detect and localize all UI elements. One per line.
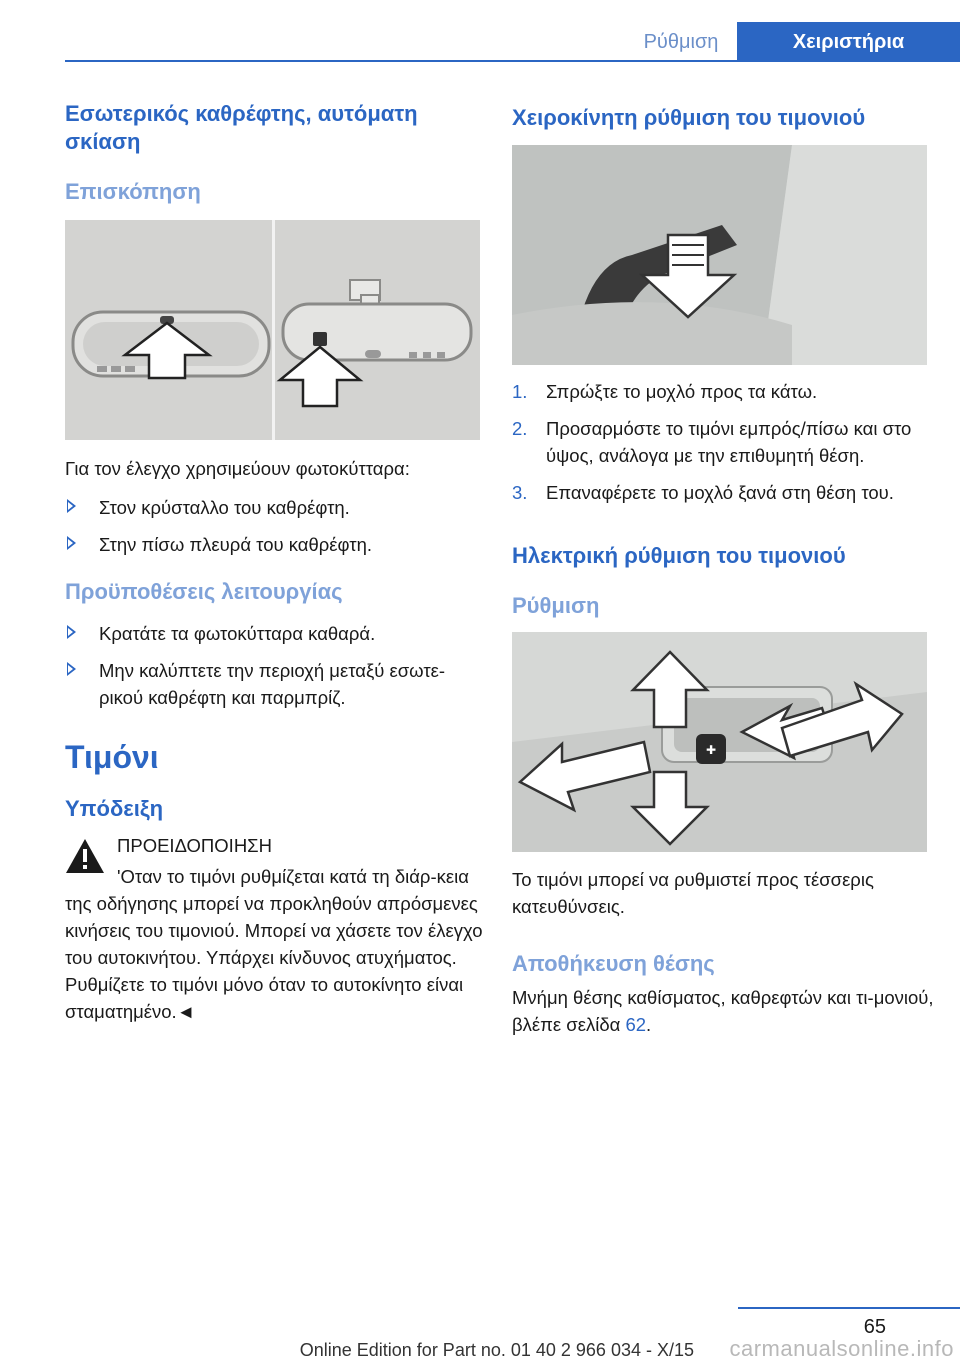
list-item: Στον κρύσταλλο του καθρέφτη. bbox=[65, 494, 485, 521]
warning-block bbox=[65, 832, 485, 1025]
list-item: Μην καλύπτετε την περιοχή μεταξύ εσωτε-ρικού καθρέφτη και παρμπρίζ. bbox=[65, 657, 485, 711]
overview-heading-wrap bbox=[65, 178, 201, 206]
list-item: 2. Προσαρμόστε το τιμόνι εμπρός/πίσω και στο ύψος, ανάλογα με την επιθυμητή θέση. bbox=[512, 418, 912, 466]
memory-text: Μνήμη θέσης καθίσματος, καθρεφτών και τι-μονιού, βλέπε σελίδα 62. bbox=[512, 987, 934, 1035]
sensors-intro: Για τον έλεγχο χρησιμεύουν φωτοκύτταρα: bbox=[65, 458, 410, 479]
mirror-section-title: Εσωτερικός καθρέφτης, αυτόματη σκίαση bbox=[65, 101, 418, 154]
bullet-triangle-icon bbox=[67, 625, 76, 639]
manual-heading: Χειροκίνητη ρύθμιση του τιμονιού bbox=[512, 105, 866, 130]
page-link-62[interactable]: 62 bbox=[625, 1014, 647, 1035]
condition-list bbox=[65, 620, 485, 711]
note-heading: Υπόδειξη bbox=[65, 796, 164, 821]
bullet-triangle-icon bbox=[67, 536, 76, 550]
manual-heading-wrap bbox=[512, 104, 942, 132]
list-item: Στην πίσω πλευρά του καθρέφτη. bbox=[65, 531, 485, 558]
memory-block bbox=[512, 950, 942, 1038]
mirror-illustration bbox=[65, 220, 480, 440]
conditions-heading: Προϋποθέσεις λειτουργίας bbox=[65, 579, 343, 604]
conditions-block bbox=[65, 578, 485, 721]
bullet-triangle-icon bbox=[67, 499, 76, 513]
manual-steps-block bbox=[512, 378, 942, 516]
memory-heading: Αποθήκευση θέσης bbox=[512, 951, 715, 976]
lever-illustration bbox=[512, 145, 927, 365]
sensors-block bbox=[65, 455, 485, 568]
list-item: 1. Σπρώξτε το μοχλό προς τα κάτω. bbox=[512, 381, 818, 402]
electric-switch-illustration bbox=[512, 632, 927, 852]
adjust-heading: Ρύθμιση bbox=[512, 593, 600, 618]
overview-heading: Επισκόπηση bbox=[65, 179, 201, 204]
manual-steps bbox=[512, 378, 942, 506]
note-heading-wrap bbox=[65, 795, 163, 823]
electric-figure bbox=[512, 632, 927, 852]
header-tab-controls[interactable]: Χειριστήρια bbox=[737, 22, 960, 62]
warning-text: 'Οταν το τιμόνι ρυθμίζεται κατά τη διάρ-κεια της οδήγησης μπορεί να προκληθούν απρόσμενες κινήσεις του τιμονιού. Μπορεί να χάσετε τον έλεγχο του αυτοκινήτου. Υπάρχει κίνδυνος ατυχήματος. Ρυθμίζετε το τιμόνι μόνο όταν το αυτοκίνητο είναι σταματημένο.◄ bbox=[65, 866, 483, 1022]
watermark: carmanualsonline.info bbox=[729, 1336, 954, 1361]
adjust-heading-wrap bbox=[512, 592, 599, 620]
sensor-list bbox=[65, 494, 485, 558]
lever-figure bbox=[512, 145, 927, 365]
header-tab-settings[interactable]: Ρύθμιση bbox=[643, 31, 719, 53]
footer-rule bbox=[738, 1307, 960, 1309]
bullet-triangle-icon bbox=[67, 662, 76, 676]
steering-heading: Τιμόνι bbox=[65, 739, 159, 775]
electric-heading-wrap bbox=[512, 542, 942, 570]
warning-icon bbox=[65, 838, 105, 874]
warning-label: ΠΡΟΕΙΔΟΠΟΙΗΣΗ bbox=[117, 835, 272, 856]
header-rule bbox=[65, 60, 960, 62]
electric-text-block bbox=[512, 866, 942, 920]
left-column bbox=[65, 100, 485, 156]
edition-text: Online Edition for Part no. 01 40 2 966 034 - X/15 bbox=[299, 1340, 694, 1360]
page-number: 65 bbox=[863, 1316, 886, 1338]
list-item: 3. Επαναφέρετε το μοχλό ξανά στη θέση του. bbox=[512, 482, 894, 503]
mirror-figure bbox=[65, 220, 480, 440]
steering-heading-wrap bbox=[65, 738, 159, 776]
electric-heading: Ηλεκτρική ρύθμιση του τιμονιού bbox=[512, 543, 846, 568]
list-item: Κρατάτε τα φωτοκύτταρα καθαρά. bbox=[65, 620, 485, 647]
svg-text:✚: ✚ bbox=[705, 743, 717, 757]
electric-description: Το τιμόνι μπορεί να ρυθμιστεί προς τέσσερις κατευθύνσεις. bbox=[512, 869, 874, 917]
